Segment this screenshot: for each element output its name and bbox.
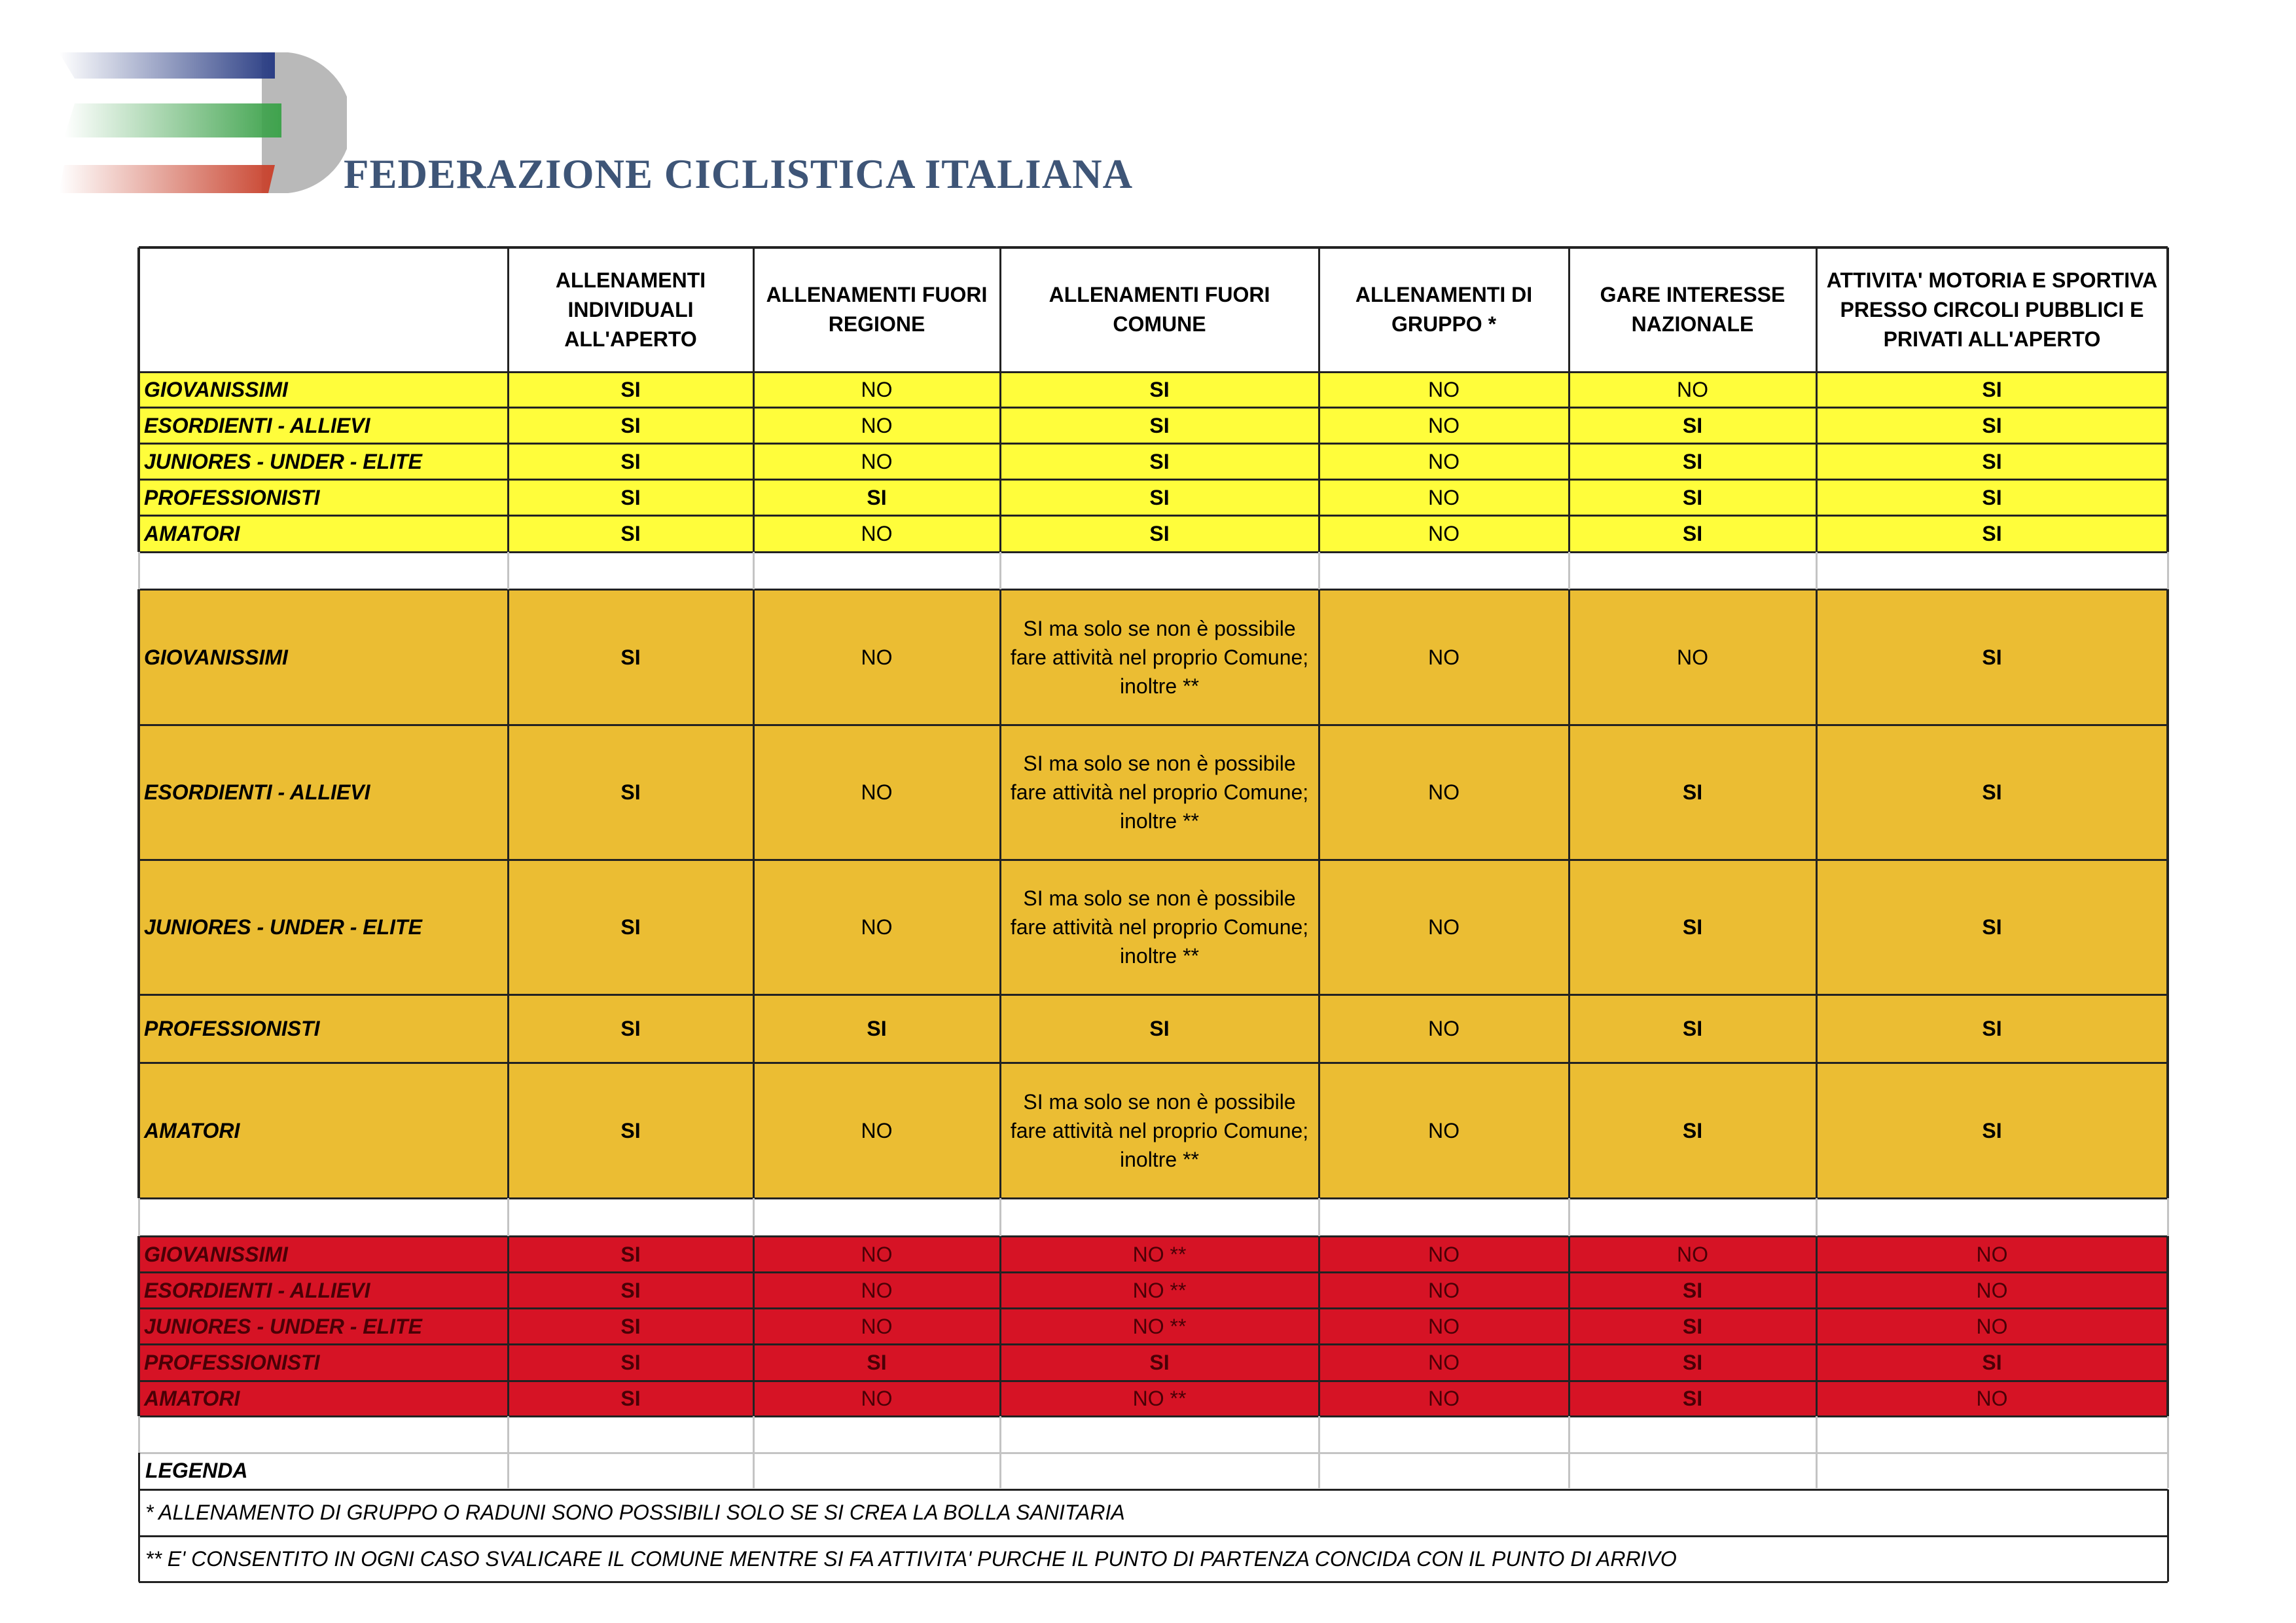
value-cell: NO	[1976, 1242, 2008, 1266]
value-cell: NO **	[1132, 1278, 1187, 1302]
value-cell: SI ma solo se non è possibile fare attività nel proprio Comune; inoltre **	[1010, 1089, 1309, 1171]
category-esordienti-allievi: ESORDIENTI - ALLIEVI	[144, 780, 370, 804]
value-cell: SI	[1149, 485, 1170, 509]
value-cell: NO	[861, 645, 893, 669]
value-cell: NO	[1677, 378, 1708, 401]
value-cell: SI	[1982, 449, 2002, 473]
category-giovanissimi: GIOVANISSIMI	[144, 1242, 288, 1266]
value-cell: SI	[620, 485, 641, 509]
blank-cell	[508, 1198, 753, 1236]
value-cell: SI	[1682, 1278, 1703, 1302]
blank-cell	[1319, 552, 1569, 589]
value-cell: SI	[620, 1118, 641, 1142]
regulations-table	[139, 247, 2168, 1577]
legend-title: LEGENDA	[145, 1458, 248, 1482]
value-cell: SI	[620, 1017, 641, 1040]
value-cell: NO	[861, 522, 893, 545]
value-cell: NO	[1428, 1314, 1460, 1338]
value-cell: NO	[861, 378, 893, 401]
value-cell: SI	[620, 645, 641, 669]
category-juniores-under-elite: JUNIORES - UNDER - ELITE	[144, 915, 422, 939]
column-header: ALLENAMENTI INDIVIDUALI ALL'APERTO	[555, 268, 706, 351]
value-cell: SI	[620, 1278, 641, 1302]
value-cell: SI	[867, 1351, 887, 1374]
value-cell: SI	[620, 1242, 641, 1266]
value-cell: NO **	[1132, 1314, 1187, 1338]
blank-cell	[508, 552, 753, 589]
blank-cell	[1319, 1416, 1569, 1453]
value-cell: NO	[861, 1387, 893, 1410]
blank-cell	[508, 1416, 753, 1453]
column-header: GARE INTERESSE NAZIONALE	[1600, 283, 1785, 336]
value-cell: SI	[620, 915, 641, 939]
value-cell: NO	[1428, 378, 1460, 401]
value-cell: NO	[861, 780, 893, 804]
value-cell: SI	[1982, 378, 2002, 401]
value-cell: NO	[1976, 1387, 2008, 1410]
blank-cell	[1000, 552, 1319, 589]
blank-cell	[1000, 1416, 1319, 1453]
grid-line	[1318, 1453, 1320, 1488]
column-header: ATTIVITA' MOTORIA E SPORTIVA PRESSO CIRCOLI PUBBLICI E PRIVATI ALL'APERTO	[1826, 268, 2158, 351]
value-cell: SI	[1149, 522, 1170, 545]
value-cell: NO	[1428, 449, 1460, 473]
value-cell: NO	[1428, 780, 1460, 804]
legend-note-1: * ALLENAMENTO DI GRUPPO O RADUNI SONO POSSIBILI SOLO SE SI CREA LA BOLLA SANITARIA	[145, 1501, 1125, 1524]
value-cell: NO **	[1132, 1242, 1187, 1266]
blank-cell	[139, 1416, 508, 1453]
category-juniores-under-elite: JUNIORES - UNDER - ELITE	[144, 449, 422, 473]
value-cell: NO	[1677, 1242, 1708, 1266]
value-cell: SI	[1982, 1017, 2002, 1040]
value-cell: NO	[861, 1242, 893, 1266]
value-cell: SI	[1982, 645, 2002, 669]
blank-cell	[753, 552, 1000, 589]
blank-cell	[1816, 1198, 2168, 1236]
value-cell: NO	[1976, 1278, 2008, 1302]
value-cell: SI	[1982, 780, 2002, 804]
value-cell: SI	[867, 1017, 887, 1040]
grid-line	[1568, 1453, 1570, 1488]
value-cell: NO	[1428, 485, 1460, 509]
value-cell: NO	[1428, 1242, 1460, 1266]
blank-cell	[753, 1416, 1000, 1453]
value-cell: NO	[861, 915, 893, 939]
value-cell: SI ma solo se non è possibile fare attività nel proprio Comune; inoltre **	[1010, 886, 1309, 968]
value-cell: SI	[620, 780, 641, 804]
value-cell: SI	[620, 378, 641, 401]
value-cell: NO	[1428, 1351, 1460, 1374]
category-juniores-under-elite: JUNIORES - UNDER - ELITE	[144, 1314, 422, 1338]
value-cell: SI	[1682, 485, 1703, 509]
value-cell: NO	[1428, 1118, 1460, 1142]
value-cell: SI	[1982, 413, 2002, 437]
value-cell: SI	[1149, 449, 1170, 473]
category-amatori: AMATORI	[144, 522, 240, 545]
value-cell: SI	[1682, 413, 1703, 437]
value-cell: NO	[1428, 915, 1460, 939]
value-cell: SI ma solo se non è possibile fare attività nel proprio Comune; inoltre **	[1010, 752, 1309, 833]
value-cell: SI	[1682, 1387, 1703, 1410]
grid-line	[753, 1453, 755, 1488]
grid-line	[999, 1453, 1001, 1488]
category-giovanissimi: GIOVANISSIMI	[144, 645, 288, 669]
value-cell: SI	[1682, 1314, 1703, 1338]
value-cell: SI	[1682, 1351, 1703, 1374]
value-cell: NO **	[1132, 1387, 1187, 1410]
value-cell: SI	[620, 1314, 641, 1338]
value-cell: SI	[1682, 915, 1703, 939]
blank-cell	[1816, 552, 2168, 589]
value-cell: SI	[1682, 449, 1703, 473]
value-cell: NO	[1428, 1017, 1460, 1040]
value-cell: NO	[1428, 1387, 1460, 1410]
category-giovanissimi: GIOVANISSIMI	[144, 378, 288, 401]
value-cell: SI	[620, 449, 641, 473]
blank-cell	[1569, 552, 1816, 589]
blank-cell	[1319, 1198, 1569, 1236]
value-cell: SI	[1149, 1017, 1170, 1040]
column-header: ALLENAMENTI FUORI REGIONE	[766, 283, 988, 336]
value-cell: SI	[1982, 522, 2002, 545]
value-cell: NO	[861, 1118, 893, 1142]
category-esordienti-allievi: ESORDIENTI - ALLIEVI	[144, 1278, 370, 1302]
category-professionisti: PROFESSIONISTI	[144, 1351, 320, 1374]
value-cell: NO	[861, 1314, 893, 1338]
grid-line	[2167, 1453, 2169, 1488]
header-corner-cell	[139, 247, 508, 372]
value-cell: NO	[1976, 1314, 2008, 1338]
value-cell: NO	[861, 1278, 893, 1302]
value-cell: SI	[1149, 413, 1170, 437]
value-cell: SI	[867, 485, 887, 509]
legend-note-2: ** E' CONSENTITO IN OGNI CASO SVALICARE IL COMUNE MENTRE SI FA ATTIVITA' PURCHE IL PUNTO DI PARTENZA CONCIDA CON IL PUNTO DI ARRIVO	[145, 1546, 1677, 1571]
category-esordienti-allievi: ESORDIENTI - ALLIEVI	[144, 413, 370, 437]
category-amatori: AMATORI	[144, 1118, 240, 1142]
federation-title: FEDERAZIONE CICLISTICA ITALIANA	[344, 151, 1134, 197]
value-cell: SI	[1682, 1118, 1703, 1142]
value-cell: SI	[1149, 378, 1170, 401]
blank-cell	[139, 1198, 508, 1236]
value-cell: SI	[620, 413, 641, 437]
value-cell: NO	[1428, 645, 1460, 669]
blank-cell	[1569, 1198, 1816, 1236]
value-cell: SI	[1982, 1118, 2002, 1142]
category-amatori: AMATORI	[144, 1387, 240, 1410]
blank-cell	[753, 1198, 1000, 1236]
value-cell: SI	[1982, 485, 2002, 509]
value-cell: NO	[1428, 413, 1460, 437]
blank-cell	[1816, 1416, 2168, 1453]
grid-line	[1816, 1453, 1818, 1488]
value-cell: SI	[620, 522, 641, 545]
blank-cell	[1569, 1416, 1816, 1453]
value-cell: SI	[1149, 1351, 1170, 1374]
value-cell: SI ma solo se non è possibile fare attività nel proprio Comune; inoltre **	[1010, 616, 1309, 698]
value-cell: SI	[620, 1387, 641, 1410]
column-header: ALLENAMENTI FUORI COMUNE	[1049, 283, 1270, 336]
value-cell: NO	[1677, 645, 1708, 669]
value-cell: SI	[620, 1351, 641, 1374]
federation-logo	[59, 52, 347, 193]
category-professionisti: PROFESSIONISTI	[144, 485, 320, 509]
value-cell: NO	[1428, 522, 1460, 545]
value-cell: SI	[1682, 780, 1703, 804]
value-cell: SI	[1982, 1351, 2002, 1374]
category-professionisti: PROFESSIONISTI	[144, 1017, 320, 1040]
blank-cell	[1000, 1198, 1319, 1236]
column-header: ALLENAMENTI DI GRUPPO *	[1355, 283, 1533, 336]
value-cell: NO	[861, 449, 893, 473]
value-cell: NO	[1428, 1278, 1460, 1302]
value-cell: NO	[861, 413, 893, 437]
value-cell: SI	[1682, 1017, 1703, 1040]
blank-cell	[139, 552, 508, 589]
value-cell: SI	[1982, 915, 2002, 939]
value-cell: SI	[1682, 522, 1703, 545]
